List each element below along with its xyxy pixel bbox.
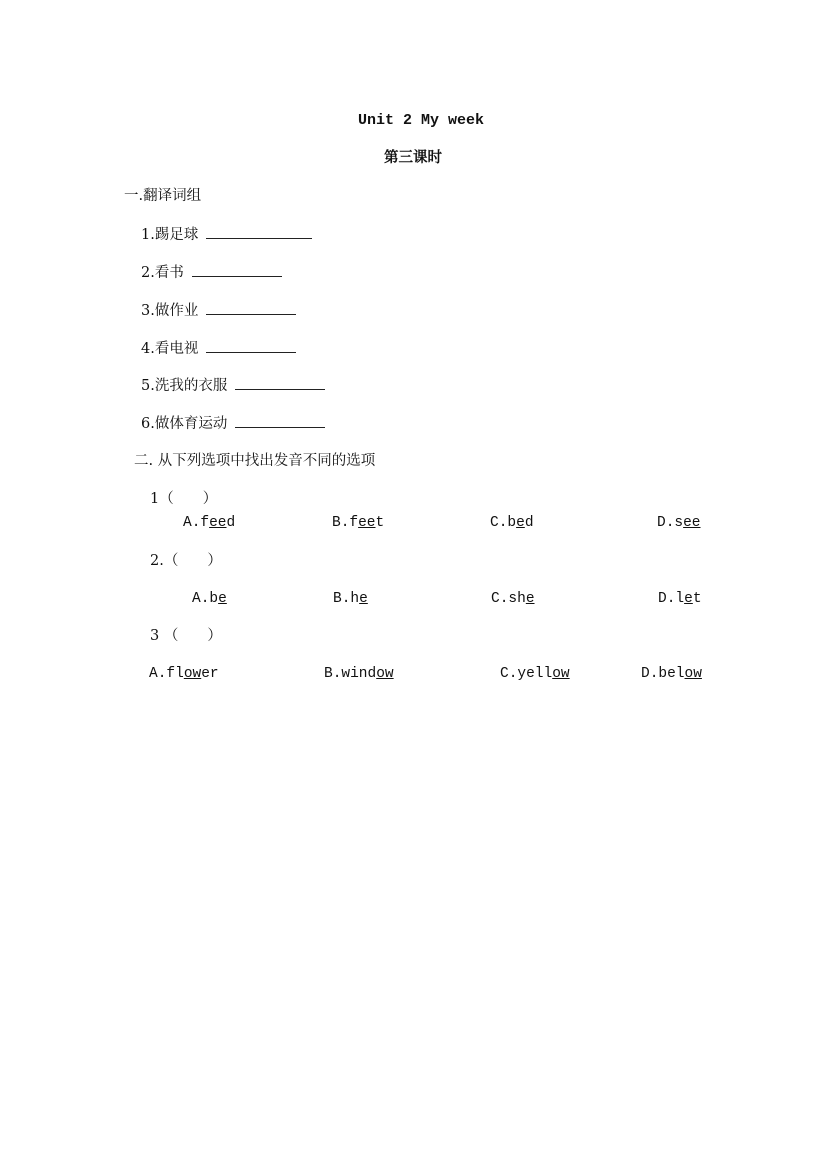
- question-number: 2.（ ）: [150, 553, 222, 569]
- list-item: [141, 338, 296, 359]
- list-item: [141, 224, 312, 245]
- item-text: 5.洗我的衣服: [141, 378, 228, 394]
- option-a[interactable]: A.feed: [183, 515, 236, 531]
- section-heading-pronunciation: 二. 从下列选项中找出发音不同的选项: [134, 453, 376, 469]
- section-heading-translate: 一.翻译词组: [124, 188, 202, 204]
- question-number: 3 （ ）: [150, 628, 222, 644]
- option-c[interactable]: C.bed: [490, 515, 534, 531]
- list-item: [141, 413, 325, 434]
- item-text: 6.做体育运动: [141, 416, 228, 432]
- answer-blank[interactable]: [206, 338, 296, 353]
- page-title: Unit 2 My week: [358, 112, 485, 129]
- answer-blank[interactable]: [235, 375, 325, 390]
- option-d[interactable]: D.below: [641, 666, 702, 682]
- list-item: [141, 300, 296, 321]
- option-d[interactable]: D.let: [658, 591, 702, 607]
- answer-blank[interactable]: [206, 224, 312, 239]
- option-c[interactable]: C.yellow: [500, 666, 570, 682]
- question-number: 1（ ）: [150, 491, 218, 507]
- option-c[interactable]: C.she: [491, 591, 535, 607]
- lesson-subtitle: 第三课时: [384, 149, 442, 166]
- item-text: 4.看电视: [141, 341, 199, 357]
- option-b[interactable]: B.feet: [332, 515, 385, 531]
- item-text: 3.做作业: [141, 303, 199, 319]
- option-b[interactable]: B.window: [324, 666, 394, 682]
- item-text: 1.踢足球: [141, 227, 199, 243]
- answer-blank[interactable]: [235, 413, 325, 428]
- list-item: [141, 375, 325, 396]
- answer-blank[interactable]: [192, 262, 282, 277]
- answer-blank[interactable]: [206, 300, 296, 315]
- item-text: 2.看书: [141, 265, 184, 281]
- list-item: [141, 262, 282, 283]
- option-a[interactable]: A.flower: [149, 666, 219, 682]
- option-a[interactable]: A.be: [192, 591, 227, 607]
- option-d[interactable]: D.see: [657, 515, 701, 531]
- option-b[interactable]: B.he: [333, 591, 368, 607]
